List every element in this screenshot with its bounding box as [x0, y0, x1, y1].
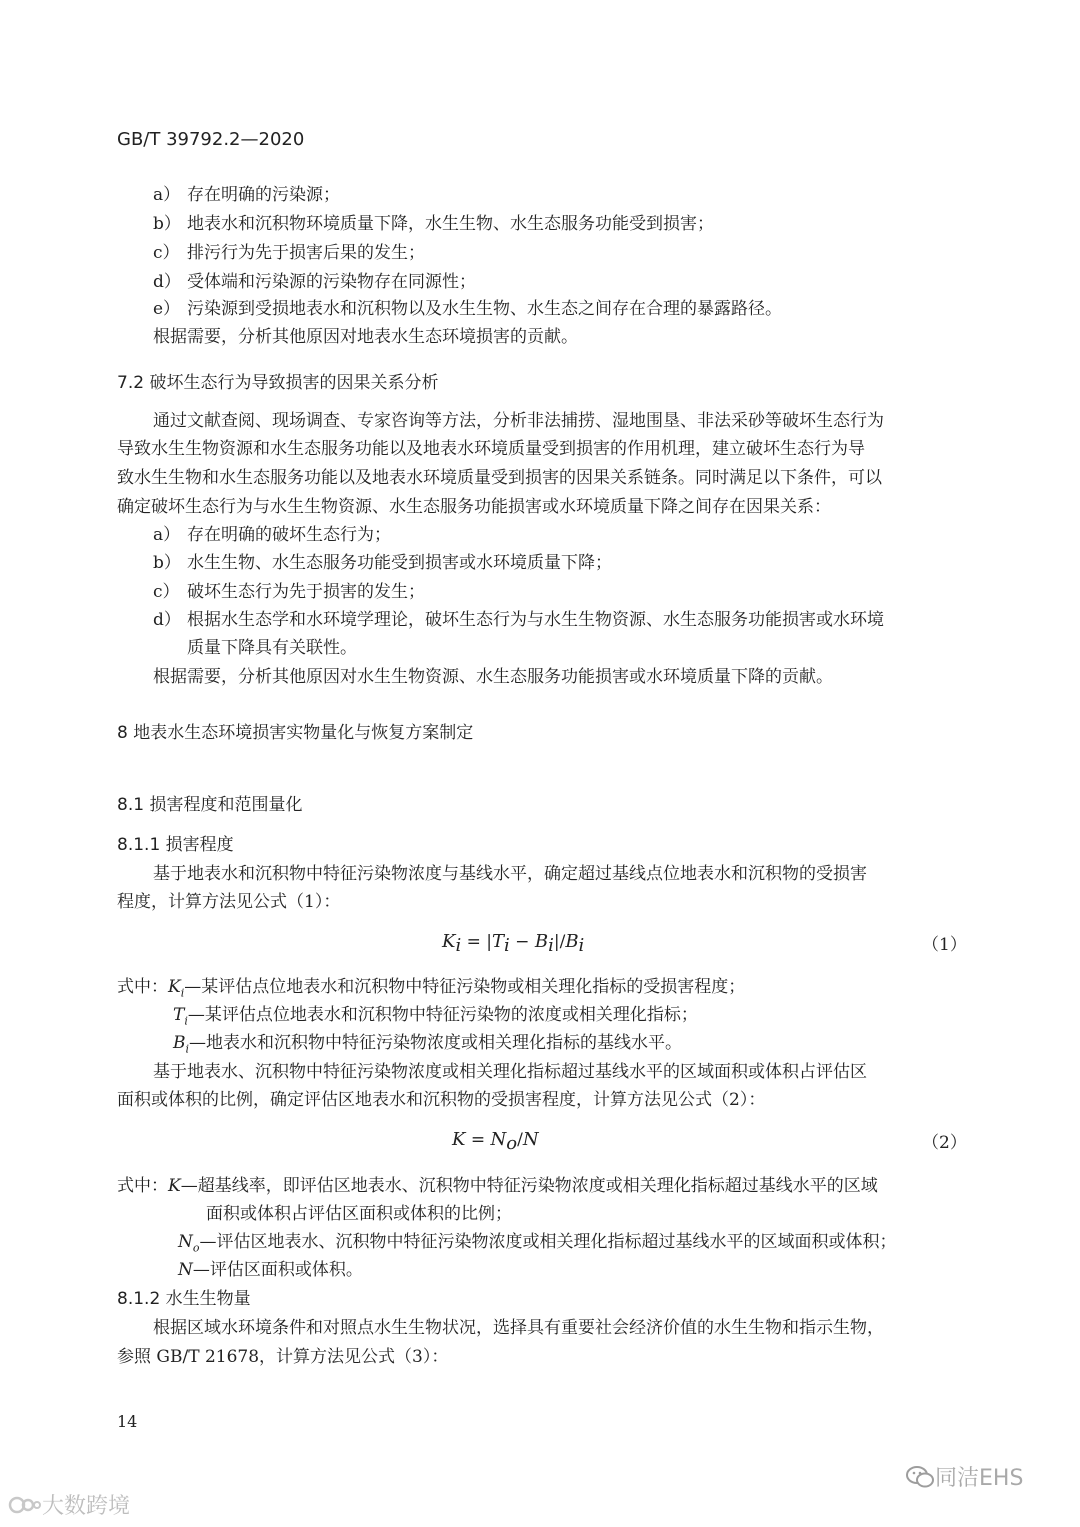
paragraph-line: 通过文献查阅、现场调查、专家咨询等方法，分析非法捕捞、湿地围垦、非法采砂等破坏生态行为 — [153, 411, 884, 431]
paragraph-line: 确定破坏生态行为与水生生物资源、水生态服务功能损害或水环境质量下降之间存在因果关系： — [117, 497, 831, 517]
formula-2: $K = N_o/N$ — [452, 1129, 539, 1155]
subsection-heading: 8.1.1 损害程度 — [117, 835, 234, 855]
watermark-logo-icon — [8, 1494, 42, 1516]
section-heading: 8.1 损害程度和范围量化 — [117, 795, 303, 815]
paragraph-line: 基于地表水、沉积物中特征污染物浓度或相关理化指标超过基线水平的区域面积或体积占评估区 — [153, 1062, 867, 1082]
where-line-continuation: 面积或体积占评估区面积或体积的比例； — [206, 1204, 512, 1224]
paragraph-line: 基于地表水和沉积物中特征污染物浓度与基线水平，确定超过基线点位地表水和沉积物的受损害 — [153, 864, 867, 884]
where-line: 式中：K—超基线率，即评估区地表水、沉积物中特征污染物浓度或相关理化指标超过基线水平的区域 — [117, 1176, 878, 1196]
paragraph-line: 参照 GB/T 21678，计算方法见公式（3）： — [117, 1347, 449, 1367]
list-item: d） 根据水生态学和水环境学理论，破坏生态行为与水生生物资源、水生态服务功能损害或水环境 — [153, 610, 884, 630]
section-heading: 8 地表水生态环境损害实物量化与恢复方案制定 — [117, 723, 474, 743]
where-line: 式中：$K_i—$某评估点位地表水和沉积物中特征污染物或相关理化指标的受损害程度； — [117, 977, 746, 1000]
list-item: a） 存在明确的污染源； — [153, 185, 340, 205]
formula-number: （2） — [922, 1133, 967, 1153]
paragraph-line: 面积或体积的比例，确定评估区地表水和沉积物的受损害程度，计算方法见公式（2）： — [117, 1090, 766, 1110]
standard-id: GB/T 39792.2—2020 — [117, 129, 305, 150]
page-number: 14 — [117, 1412, 138, 1431]
where-line: $B_i—$地表水和沉积物中特征污染物浓度或相关理化指标的基线水平。 — [173, 1033, 683, 1056]
subsection-heading: 8.1.2 水生生物量 — [117, 1289, 251, 1309]
list-item: b） 水生生物、水生态服务功能受到损害或水环境质量下降； — [153, 553, 612, 573]
paragraph-line: 致水生生物和水生态服务功能以及地表水环境质量受到损害的因果关系链条。同时满足以下条件，可以 — [117, 468, 882, 488]
where-line: $T_i—$某评估点位地表水和沉积物中特征污染物的浓度或相关理化指标； — [173, 1005, 698, 1028]
watermark-right: 同洁EHS — [905, 1461, 1023, 1492]
list-item: c） 排污行为先于损害后果的发生； — [153, 243, 425, 263]
where-line: $N_o—$评估区地表水、沉积物中特征污染物浓度或相关理化指标超过基线水平的区域面积或体积； — [178, 1232, 897, 1255]
watermark-left: 大数跨境 — [8, 1489, 130, 1520]
list-item-continuation: 质量下降具有关联性。 — [187, 638, 357, 658]
paragraph-line: 导致水生生物资源和水生态服务功能以及地表水环境质量受到损害的作用机理，建立破坏生态行为导 — [117, 439, 865, 459]
wechat-icon — [905, 1464, 935, 1490]
paragraph-line: 程度，计算方法见公式（1）： — [117, 892, 341, 912]
list-item: b） 地表水和沉积物环境质量下降，水生生物、水生态服务功能受到损害； — [153, 214, 714, 234]
formula-1: $K_i = |T_i - B_i|/B_i$ — [442, 931, 585, 957]
where-line: N—评估区面积或体积。 — [178, 1260, 363, 1280]
formula-number: （1） — [922, 935, 967, 955]
list-item: a） 存在明确的破坏生态行为； — [153, 525, 391, 545]
list-item: c） 破坏生态行为先于损害的发生； — [153, 582, 425, 602]
paragraph-line: 根据区域水环境条件和对照点水生生物状况，选择具有重要社会经济价值的水生生物和指示生物， — [153, 1318, 884, 1338]
list-item: d） 受体端和污染源的污染物存在同源性； — [153, 272, 476, 292]
list-item: e） 污染源到受损地表水和沉积物以及水生生物、水生态之间存在合理的暴露路径。 — [153, 299, 782, 319]
paragraph: 根据需要，分析其他原因对地表水生态环境损害的贡献。 — [153, 327, 578, 347]
paragraph: 根据需要，分析其他原因对水生生物资源、水生态服务功能损害或水环境质量下降的贡献。 — [153, 667, 833, 687]
section-heading: 7.2 破坏生态行为导致损害的因果关系分析 — [117, 373, 439, 393]
